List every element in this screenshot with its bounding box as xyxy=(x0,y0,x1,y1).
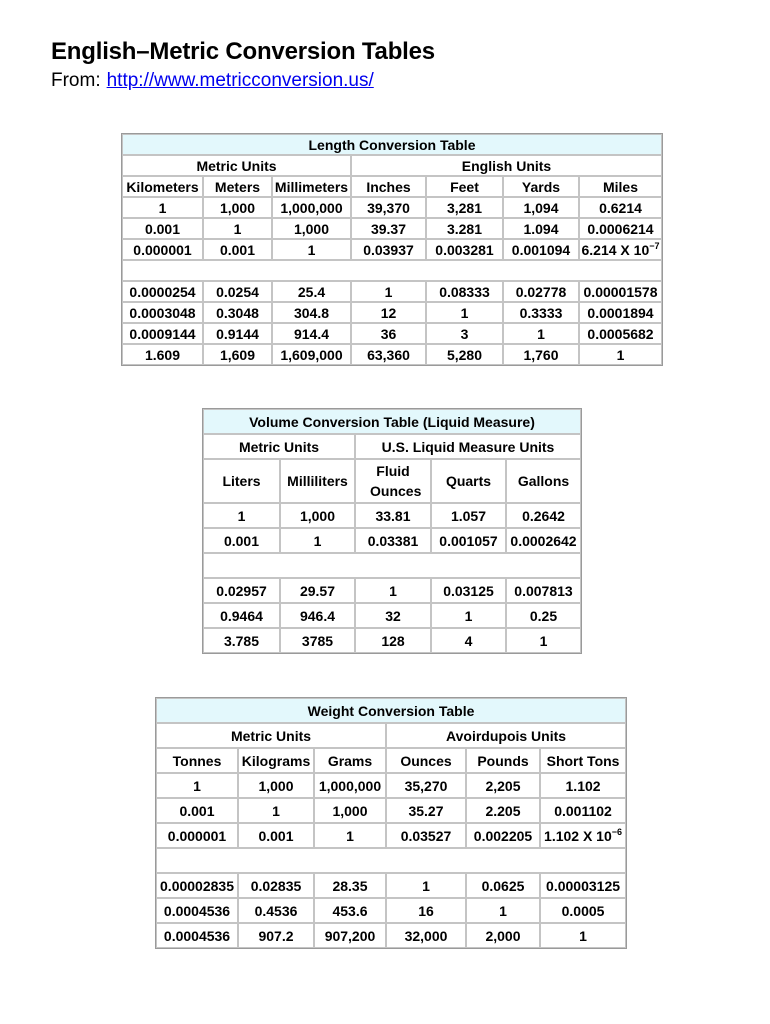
table-cell: 1 xyxy=(351,281,426,302)
table-row xyxy=(122,281,662,302)
table-cell: 0.9464 xyxy=(203,603,280,628)
table-cell: 0.003281 xyxy=(426,239,503,260)
table-cell: 1,000 xyxy=(238,773,314,798)
table-cell: 1,000,000 xyxy=(314,773,386,798)
table-cell: 0.007813 xyxy=(506,578,581,603)
table-cell: 0.000001 xyxy=(156,823,238,848)
table-cell: 35.27 xyxy=(386,798,466,823)
us-liquid-units-header: U.S. Liquid Measure Units xyxy=(355,434,581,459)
table-cell: 1.609 xyxy=(122,344,203,365)
table-cell: 35,270 xyxy=(386,773,466,798)
table-cell: 128 xyxy=(355,628,431,653)
table-cell: 1,609 xyxy=(203,344,272,365)
table-cell: 0.0009144 xyxy=(122,323,203,344)
table-cell: 0.08333 xyxy=(426,281,503,302)
table-cell: 1.057 xyxy=(431,503,506,528)
spacer-cell xyxy=(156,848,626,873)
table-cell: 25.4 xyxy=(272,281,351,302)
metric-units-header: Metric Units xyxy=(156,723,386,748)
column-header: Fluid Ounces xyxy=(355,459,431,503)
table-group-row xyxy=(156,723,626,748)
english-units-header: English Units xyxy=(351,155,662,176)
table-cell: 0.00003125 xyxy=(540,873,626,898)
table-cell: 1,000 xyxy=(272,218,351,239)
table-row xyxy=(156,773,626,798)
table-row xyxy=(203,503,581,528)
table-cell: 0.0005 xyxy=(540,898,626,923)
table-cell: 0.02835 xyxy=(238,873,314,898)
table-cell: 1 xyxy=(466,898,540,923)
column-header: Meters xyxy=(203,176,272,197)
table-cell: 0.0625 xyxy=(466,873,540,898)
length-conversion-table xyxy=(121,133,663,366)
table-cell: 0.0003048 xyxy=(122,302,203,323)
table-cell: 0.000001 xyxy=(122,239,203,260)
column-header: Grams xyxy=(314,748,386,773)
table-cell: 0.001 xyxy=(156,798,238,823)
table-cell: 2,000 xyxy=(466,923,540,948)
table-cell: 1,000 xyxy=(280,503,355,528)
weight-conversion-table xyxy=(155,697,627,949)
table-cell: 39,370 xyxy=(351,197,426,218)
table-row xyxy=(122,197,662,218)
table-caption-row xyxy=(122,134,662,155)
table-cell: 0.0006214 xyxy=(579,218,662,239)
table-cell: 39.37 xyxy=(351,218,426,239)
column-header: Kilometers xyxy=(122,176,203,197)
table-cell: 4 xyxy=(431,628,506,653)
table-cell: 0.03937 xyxy=(351,239,426,260)
table-cell: 0.3048 xyxy=(203,302,272,323)
table-cell: 0.0000254 xyxy=(122,281,203,302)
table-cell: 946.4 xyxy=(280,603,355,628)
column-header: Short Tons xyxy=(540,748,626,773)
table-row xyxy=(203,578,581,603)
spacer-row xyxy=(156,848,626,873)
table-cell: 0.25 xyxy=(506,603,581,628)
table-cell: 0.4536 xyxy=(238,898,314,923)
table-cell: 0.00002835 xyxy=(156,873,238,898)
column-header: Gallons xyxy=(506,459,581,503)
cell-exponent: −6 xyxy=(611,826,623,837)
table-cell: 1,000 xyxy=(203,197,272,218)
spacer-cell xyxy=(122,260,662,281)
table-cell: 1 xyxy=(314,823,386,848)
table-caption-row xyxy=(156,698,626,723)
metric-units-header: Metric Units xyxy=(203,434,355,459)
volume-conversion-table xyxy=(202,408,582,654)
column-header: Ounces xyxy=(386,748,466,773)
table-cell: 32,000 xyxy=(386,923,466,948)
table-cell: 3785 xyxy=(280,628,355,653)
table-cell: 1 xyxy=(540,923,626,948)
table-cell: 1 xyxy=(355,578,431,603)
column-header: Inches xyxy=(351,176,426,197)
table-cell: 0.0001894 xyxy=(579,302,662,323)
table-cell: 0.02778 xyxy=(503,281,579,302)
column-header: Yards xyxy=(503,176,579,197)
volume-table-caption: Volume Conversion Table (Liquid Measure) xyxy=(203,409,581,434)
table-cell: 1 xyxy=(272,239,351,260)
table-cell: 1 xyxy=(122,197,203,218)
table-cell: 1,609,000 xyxy=(272,344,351,365)
table-cell: 0.0004536 xyxy=(156,923,238,948)
table-cell: 0.001 xyxy=(203,239,272,260)
table-cell: 29.57 xyxy=(280,578,355,603)
table-cell: 1 xyxy=(506,628,581,653)
column-header: Pounds xyxy=(466,748,540,773)
table-cell: 0.0005682 xyxy=(579,323,662,344)
table-cell: 1 xyxy=(203,503,280,528)
table-cell: 0.001094 xyxy=(503,239,579,260)
table-cell: 2,205 xyxy=(466,773,540,798)
table-cell: 0.03527 xyxy=(386,823,466,848)
table-cell: 5,280 xyxy=(426,344,503,365)
table-cell: 1 xyxy=(579,344,662,365)
cell-base: 1.102 X 10 xyxy=(544,827,612,844)
table-cell: 1,760 xyxy=(503,344,579,365)
table-row xyxy=(203,528,581,553)
table-cell: 304.8 xyxy=(272,302,351,323)
cell-base: 6.214 X 10 xyxy=(581,241,650,258)
weight-table-caption: Weight Conversion Table xyxy=(156,698,626,723)
table-cell: 1 xyxy=(280,528,355,553)
table-cell: 1 xyxy=(426,302,503,323)
table-cell: 0.001 xyxy=(203,528,280,553)
table-cell: 63,360 xyxy=(351,344,426,365)
table-group-row xyxy=(203,434,581,459)
table-cell: 1 xyxy=(431,603,506,628)
spacer-cell xyxy=(203,553,581,578)
column-header: Miles xyxy=(579,176,662,197)
table-cell: 0.6214 xyxy=(579,197,662,218)
table-group-row xyxy=(122,155,662,176)
table-row xyxy=(203,628,581,653)
table-cell: 0.001057 xyxy=(431,528,506,553)
table-cell: 0.0004536 xyxy=(156,898,238,923)
table-cell: 0.3333 xyxy=(503,302,579,323)
table-cell: 12 xyxy=(351,302,426,323)
table-cell: 1.102 xyxy=(540,773,626,798)
table-caption-row xyxy=(203,409,581,434)
table-cell: 2.205 xyxy=(466,798,540,823)
table-cell: 907,200 xyxy=(314,923,386,948)
table-cell: 0.03381 xyxy=(355,528,431,553)
table-cell: 0.02957 xyxy=(203,578,280,603)
table-cell: 1.094 xyxy=(503,218,579,239)
table-cell: 0.001102 xyxy=(540,798,626,823)
table-header-row xyxy=(156,748,626,773)
table-cell: 3,281 xyxy=(426,197,503,218)
table-cell: 36 xyxy=(351,323,426,344)
column-header: Feet xyxy=(426,176,503,197)
table-cell: 3.785 xyxy=(203,628,280,653)
table-cell: 1 xyxy=(156,773,238,798)
table-cell: 33.81 xyxy=(355,503,431,528)
table-cell: 0.9144 xyxy=(203,323,272,344)
table-row xyxy=(156,923,626,948)
table-row xyxy=(203,603,581,628)
table-cell: 0.2642 xyxy=(506,503,581,528)
table-cell: 0.0254 xyxy=(203,281,272,302)
table-cell: 0.0002642 xyxy=(506,528,581,553)
table-cell: 0.001 xyxy=(238,823,314,848)
table-cell: 16 xyxy=(386,898,466,923)
table-cell: 0.001 xyxy=(122,218,203,239)
avoirdupois-units-header: Avoirdupois Units xyxy=(386,723,626,748)
table-row xyxy=(156,873,626,898)
table-cell: 1,094 xyxy=(503,197,579,218)
page-title: English–Metric Conversion Tables xyxy=(51,38,435,65)
metric-units-header: Metric Units xyxy=(122,155,351,176)
source-link[interactable]: http://www.metricconversion.us/ xyxy=(106,70,374,91)
table-cell: 3 xyxy=(426,323,503,344)
table-cell: 0.03125 xyxy=(431,578,506,603)
length-table-caption: Length Conversion Table xyxy=(122,134,662,155)
column-header: Liters xyxy=(203,459,280,503)
table-cell: 32 xyxy=(355,603,431,628)
spacer-row xyxy=(122,260,662,281)
table-cell: 1 xyxy=(238,798,314,823)
table-cell: 914.4 xyxy=(272,323,351,344)
table-cell: 1 xyxy=(503,323,579,344)
table-row xyxy=(122,302,662,323)
table-cell: 0.002205 xyxy=(466,823,540,848)
table-cell: 1,000,000 xyxy=(272,197,351,218)
cell-exponent: −7 xyxy=(649,240,660,251)
column-header: Quarts xyxy=(431,459,506,503)
table-row xyxy=(156,798,626,823)
table-cell xyxy=(579,239,662,260)
table-cell: 28.35 xyxy=(314,873,386,898)
column-header: Tonnes xyxy=(156,748,238,773)
column-header: Millimeters xyxy=(272,176,351,197)
column-header: Milliliters xyxy=(280,459,355,503)
table-row xyxy=(156,898,626,923)
table-cell: 1,000 xyxy=(314,798,386,823)
table-cell: 3.281 xyxy=(426,218,503,239)
table-row xyxy=(122,239,662,260)
column-header: Kilograms xyxy=(238,748,314,773)
table-row xyxy=(156,823,626,848)
table-row xyxy=(122,323,662,344)
from-label: From: xyxy=(51,70,101,91)
spacer-row xyxy=(203,553,581,578)
table-cell: 1 xyxy=(386,873,466,898)
table-cell: 0.00001578 xyxy=(579,281,662,302)
source-line xyxy=(51,70,374,92)
table-header-row xyxy=(122,176,662,197)
table-cell: 907.2 xyxy=(238,923,314,948)
table-cell: 453.6 xyxy=(314,898,386,923)
table-cell: 1 xyxy=(203,218,272,239)
table-cell xyxy=(540,823,626,848)
table-header-row xyxy=(203,459,581,503)
table-row xyxy=(122,218,662,239)
table-row xyxy=(122,344,662,365)
